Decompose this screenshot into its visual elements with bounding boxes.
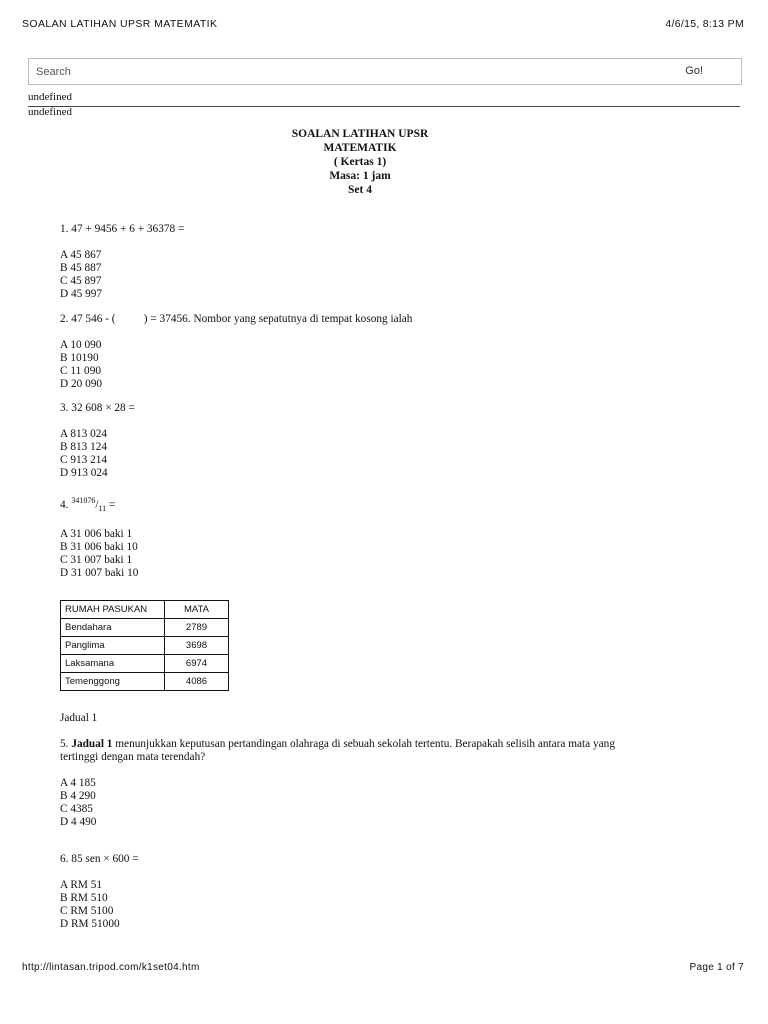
print-header-title: SOALAN LATIHAN UPSR MATEMATIK <box>22 18 218 30</box>
question-1 <box>60 223 184 301</box>
option-c: C 31 007 baki 1 <box>60 554 133 566</box>
divider <box>28 106 740 107</box>
question-text: menunjukkan keputusan pertandingan olahraga di sebuah sekolah tertentu. Berapakah selisih antara mata yang <box>112 738 615 750</box>
title-line: Masa: 1 jam <box>329 170 391 182</box>
question-stem: 1. 47 + 9456 + 6 + 36378 = <box>60 223 185 235</box>
search-bar <box>28 58 742 85</box>
option-b: B RM 510 <box>60 892 108 904</box>
option-a: A 31 006 baki 1 <box>60 528 133 540</box>
table-cell: 4086 <box>165 673 229 691</box>
question-stem: 6. 85 sen × 600 = <box>60 853 139 865</box>
option-b: B 813 124 <box>60 441 108 453</box>
option-c: C 4385 <box>60 803 93 815</box>
table-cell: Laksamana <box>61 655 165 673</box>
question-number: 4. <box>60 499 69 511</box>
option-c: C 45 897 <box>60 275 102 287</box>
print-header-datetime: 4/6/15, 8:13 PM <box>665 18 744 30</box>
question-stem-line-1 <box>60 738 720 751</box>
option-c: C 11 090 <box>60 365 102 377</box>
option-d: D 913 024 <box>60 467 108 479</box>
question-4 <box>60 494 138 580</box>
option-b: B 10190 <box>60 352 99 364</box>
column-header: RUMAH PASUKAN <box>61 601 165 619</box>
option-d: D 4 490 <box>60 816 97 828</box>
search-input[interactable] <box>29 59 649 84</box>
fraction-numerator: 341076 <box>71 496 96 505</box>
option-c: C 913 214 <box>60 454 108 466</box>
table-row <box>61 673 229 691</box>
option-a: A 10 090 <box>60 339 102 351</box>
table-caption-text: Jadual 1 <box>60 712 98 724</box>
table-cell: Bendahara <box>61 619 165 637</box>
table-header-row <box>61 601 229 619</box>
table-cell: Panglima <box>61 637 165 655</box>
table-row <box>61 637 229 655</box>
title-line: ( Kertas 1) <box>333 156 387 168</box>
question-3 <box>60 402 135 480</box>
table-caption <box>60 712 97 725</box>
question-5 <box>60 738 720 829</box>
table-row <box>61 619 229 637</box>
option-b: B 31 006 baki 10 <box>60 541 138 553</box>
question-stem <box>60 494 138 515</box>
title-line: MATEMATIK <box>323 142 397 154</box>
table-row <box>61 655 229 673</box>
option-a: A RM 51 <box>60 879 103 891</box>
title-line: Set 4 <box>348 184 372 196</box>
undefined-text-1: undefined <box>28 91 72 103</box>
option-d: D RM 51000 <box>60 918 120 930</box>
fraction-slash: / <box>95 499 99 511</box>
fraction-denominator: 11 <box>98 504 107 513</box>
bold-reference: Jadual 1 <box>71 738 113 750</box>
equals-sign: = <box>106 499 116 511</box>
option-b: B 4 290 <box>60 790 96 802</box>
table-cell: 3698 <box>165 637 229 655</box>
document-title <box>0 127 720 197</box>
question-stem-line-2: tertinggi dengan mata terendah? <box>60 751 206 763</box>
table-cell: Temenggong <box>61 673 165 691</box>
title-line: SOALAN LATIHAN UPSR <box>291 128 429 140</box>
option-d: D 31 007 baki 10 <box>60 567 139 579</box>
points-table <box>60 600 229 691</box>
question-6 <box>60 853 139 931</box>
option-a: A 4 185 <box>60 777 96 789</box>
footer-url: http://lintasan.tripod.com/k1set04.htm <box>22 962 200 973</box>
undefined-text-2: undefined <box>28 106 72 118</box>
option-d: D 45 997 <box>60 288 103 300</box>
option-b: B 45 887 <box>60 262 102 274</box>
question-stem: 3. 32 608 × 28 = <box>60 402 135 414</box>
table-cell: 2789 <box>165 619 229 637</box>
question-stem: 2. 47 546 - ( ) = 37456. Nombor yang sepatutnya di tempat kosong ialah <box>60 313 413 325</box>
option-a: A 813 024 <box>60 428 108 440</box>
option-c: C RM 5100 <box>60 905 114 917</box>
column-header: MATA <box>165 601 229 619</box>
footer-page-number: Page 1 of 7 <box>689 962 744 973</box>
option-a: A 45 867 <box>60 249 102 261</box>
question-number: 5. <box>60 738 69 750</box>
table-cell: 6974 <box>165 655 229 673</box>
option-d: D 20 090 <box>60 378 103 390</box>
go-button[interactable]: Go! <box>685 65 703 77</box>
question-2 <box>60 313 412 391</box>
